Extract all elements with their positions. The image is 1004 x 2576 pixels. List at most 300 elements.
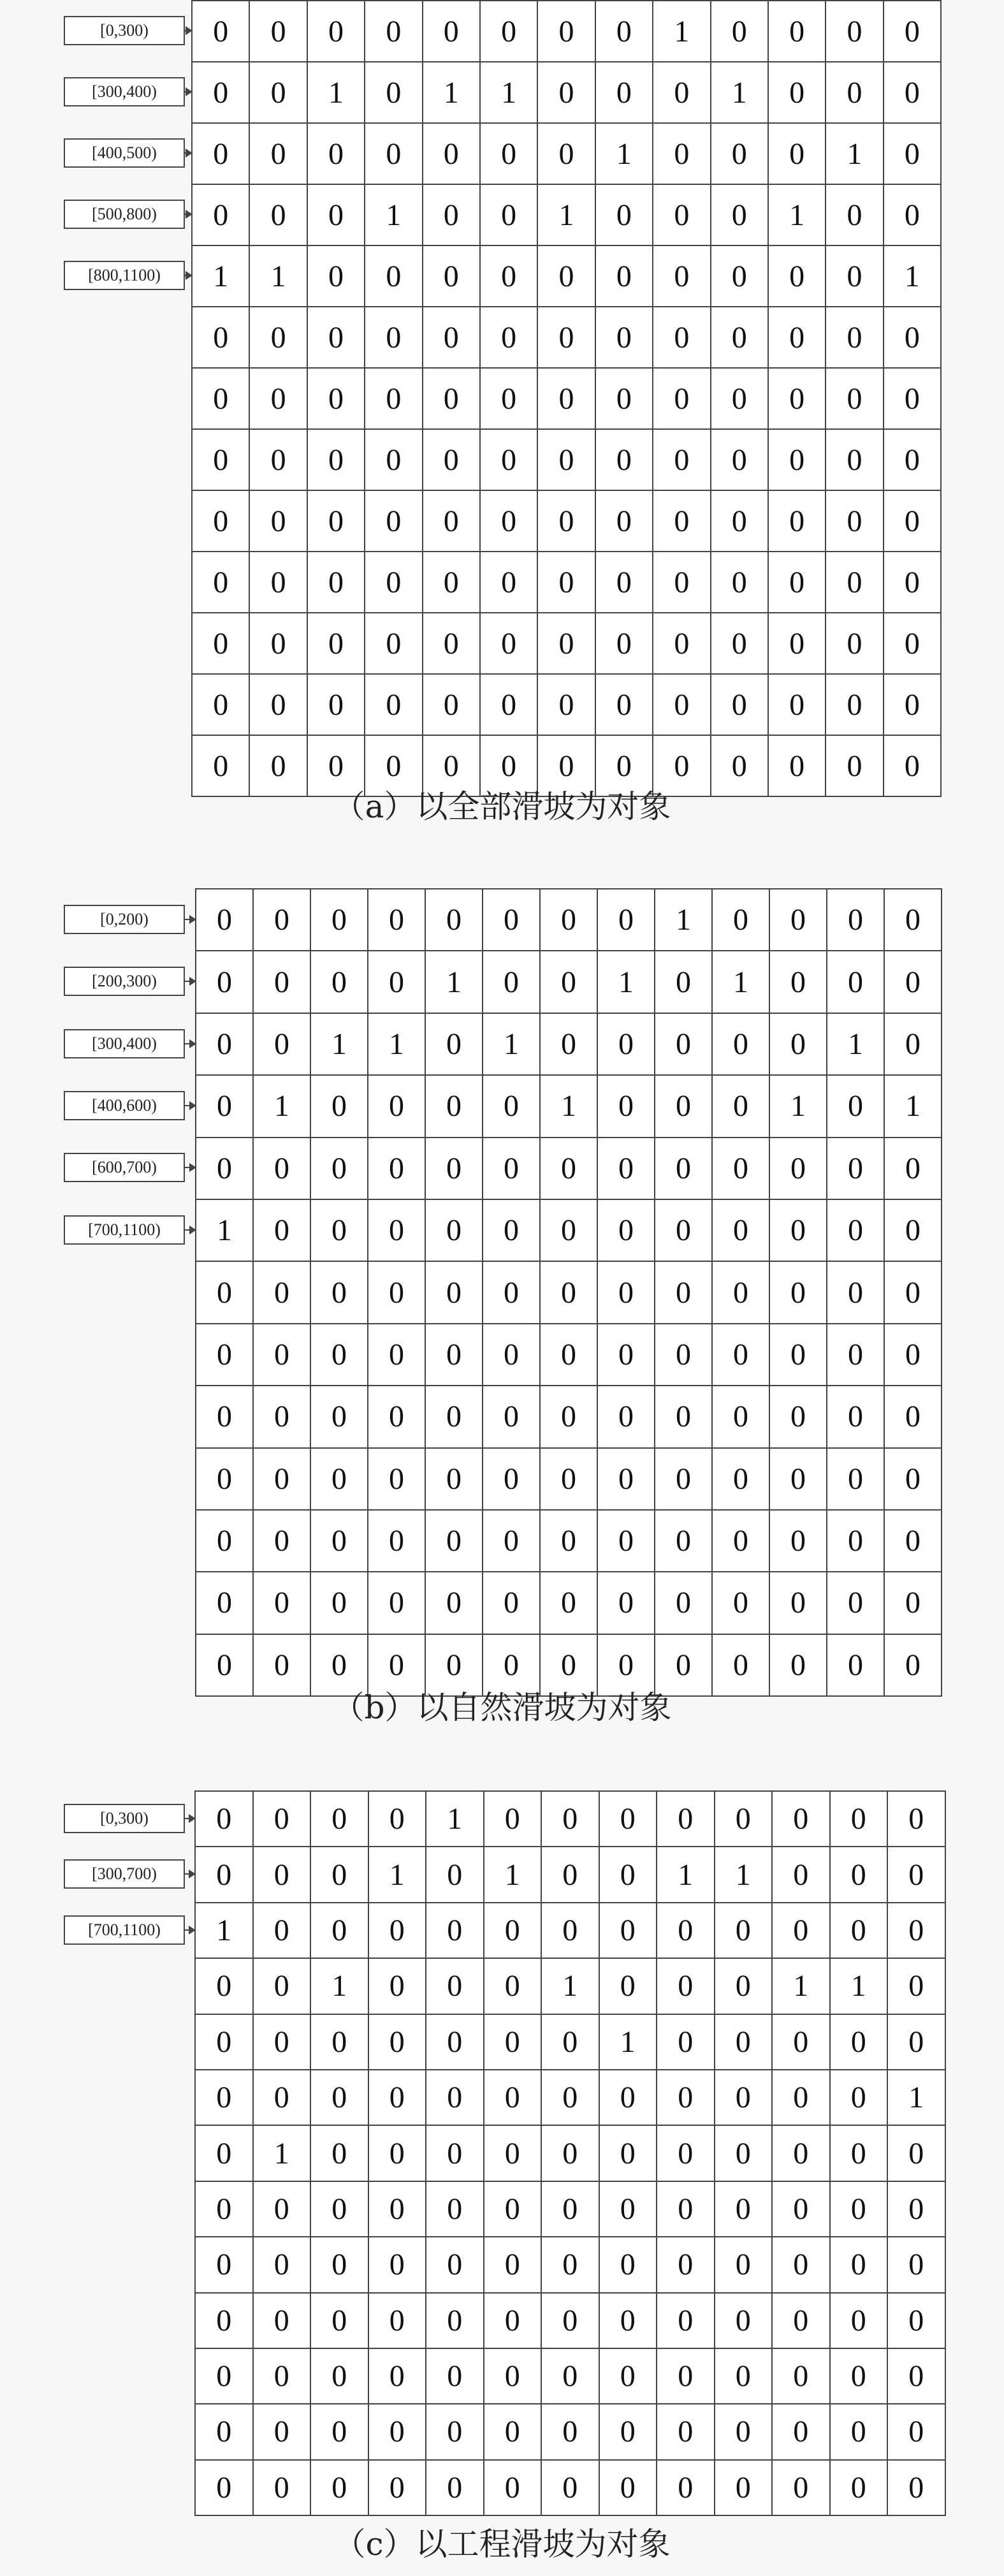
matrix-cell: 0 [653, 613, 710, 674]
matrix-cell: 1 [310, 1013, 368, 1075]
matrix-cell: 0 [884, 889, 942, 951]
matrix-cell: 0 [884, 429, 941, 490]
matrix-cell: 0 [768, 552, 826, 613]
matrix-cell: 0 [597, 1261, 655, 1323]
matrix-cell: 0 [365, 490, 422, 552]
matrix-cell: 0 [368, 1324, 425, 1386]
matrix-cell: 0 [425, 1013, 483, 1075]
matrix-cell: 0 [195, 1958, 253, 2014]
matrix-cell: 0 [365, 62, 422, 123]
matrix-cell: 0 [657, 2125, 715, 2181]
matrix-cell: 0 [599, 1903, 657, 1958]
matrix-cell: 0 [830, 2181, 888, 2237]
matrix-cell: 0 [365, 735, 422, 796]
matrix-cell: 0 [653, 368, 710, 429]
matrix-cell: 0 [657, 1903, 715, 1958]
matrix-cell: 0 [192, 307, 249, 368]
matrix-cell: 0 [711, 184, 768, 245]
matrix-cell: 0 [657, 2237, 715, 2292]
matrix-cell: 0 [595, 368, 653, 429]
matrix-cell: 0 [196, 1634, 253, 1696]
matrix-row [196, 1386, 942, 1447]
matrix-cell: 0 [595, 735, 653, 796]
matrix-cell: 0 [192, 123, 249, 184]
matrix-cell: 0 [597, 1448, 655, 1510]
matrix-cell: 0 [887, 2237, 945, 2292]
matrix-cell: 0 [195, 2348, 253, 2404]
matrix-cell: 1 [310, 1958, 368, 2014]
matrix-cell: 1 [483, 1013, 540, 1075]
matrix-grid [191, 0, 942, 797]
matrix-cell: 0 [655, 1013, 712, 1075]
range-label: [300,400) [64, 77, 185, 106]
matrix-cell: 1 [715, 1847, 773, 1902]
matrix-cell: 0 [368, 1958, 426, 2014]
matrix-cell: 0 [830, 1903, 888, 1958]
matrix-cell: 0 [484, 2070, 542, 2125]
matrix-cell: 0 [368, 2348, 426, 2404]
matrix-cell: 0 [425, 1634, 483, 1696]
matrix-cell: 0 [540, 1324, 597, 1386]
matrix-cell: 0 [595, 613, 653, 674]
matrix-cell: 0 [192, 62, 249, 123]
matrix-cell: 0 [425, 1572, 483, 1634]
matrix-cell: 1 [192, 245, 249, 307]
matrix-cell: 0 [653, 552, 710, 613]
matrix-cell: 0 [425, 889, 483, 951]
matrix-cell: 0 [826, 184, 883, 245]
matrix-cell: 0 [884, 613, 941, 674]
matrix-cell: 0 [365, 245, 422, 307]
matrix-cell: 0 [483, 1572, 540, 1634]
matrix-cell: 0 [769, 951, 827, 1013]
matrix-cell: 0 [827, 1448, 884, 1510]
matrix-cell: 0 [827, 1075, 884, 1137]
range-label: [0,300) [64, 16, 185, 45]
matrix-cell: 0 [826, 613, 883, 674]
matrix-cell: 0 [826, 245, 883, 307]
matrix-cell: 0 [195, 2404, 253, 2459]
matrix-cell: 0 [597, 1075, 655, 1137]
matrix-cell: 0 [712, 1572, 769, 1634]
matrix-row [192, 368, 941, 429]
matrix-cell: 0 [249, 490, 307, 552]
matrix-row [192, 674, 941, 735]
matrix-cell: 0 [887, 1791, 945, 1847]
arrow-icon [185, 152, 190, 154]
matrix-cell: 0 [599, 1847, 657, 1902]
matrix-cell: 0 [196, 1448, 253, 1510]
matrix-cell: 0 [192, 613, 249, 674]
matrix-cell: 0 [768, 429, 826, 490]
matrix-cell: 0 [483, 1634, 540, 1696]
matrix-cell: 1 [540, 1075, 597, 1137]
matrix-cell: 0 [827, 1386, 884, 1447]
matrix-cell: 0 [541, 2014, 599, 2070]
matrix-cell: 0 [884, 552, 941, 613]
matrix-cell: 0 [249, 429, 307, 490]
matrix-cell: 1 [484, 1847, 542, 1902]
matrix-cell: 1 [769, 1075, 827, 1137]
matrix-cell: 0 [715, 2070, 773, 2125]
matrix-cell: 0 [884, 1, 941, 62]
matrix-row [196, 889, 942, 951]
matrix-cell: 0 [884, 1013, 942, 1075]
matrix-cell: 0 [655, 1448, 712, 1510]
matrix-cell: 0 [541, 2237, 599, 2292]
matrix-cell: 0 [310, 1138, 368, 1199]
matrix-cell: 1 [253, 1075, 310, 1137]
matrix-cell: 0 [423, 307, 480, 368]
matrix-cell: 0 [423, 1, 480, 62]
matrix-cell: 0 [480, 368, 537, 429]
matrix-cell: 0 [480, 1, 537, 62]
matrix-cell: 0 [712, 1510, 769, 1572]
matrix-cell: 0 [827, 889, 884, 951]
matrix-cell: 1 [196, 1199, 253, 1261]
matrix-cell: 0 [480, 184, 537, 245]
matrix-cell: 0 [196, 1324, 253, 1386]
matrix-cell: 0 [597, 1138, 655, 1199]
matrix-cell: 0 [768, 490, 826, 552]
matrix-cell: 0 [827, 1138, 884, 1199]
matrix-cell: 0 [887, 1903, 945, 1958]
matrix-cell: 0 [192, 1, 249, 62]
matrix-cell: 0 [826, 1, 883, 62]
matrix-cell: 0 [249, 368, 307, 429]
matrix-cell: 0 [253, 2070, 311, 2125]
matrix-cell: 0 [253, 2348, 311, 2404]
matrix-cell: 0 [480, 245, 537, 307]
arrow-icon [185, 275, 190, 276]
matrix-cell: 0 [310, 1634, 368, 1696]
matrix-cell: 0 [655, 1075, 712, 1137]
matrix-cell: 0 [196, 1138, 253, 1199]
matrix-cell: 0 [253, 1510, 310, 1572]
matrix-row [195, 2014, 945, 2070]
matrix-cell: 0 [365, 429, 422, 490]
matrix-cell: 0 [657, 2404, 715, 2459]
matrix-cell: 0 [711, 429, 768, 490]
matrix-cell: 0 [653, 184, 710, 245]
matrix-cell: 0 [772, 2293, 830, 2348]
matrix-cell: 0 [195, 1847, 253, 1902]
matrix-cell: 0 [653, 123, 710, 184]
matrix-cell: 0 [887, 2181, 945, 2237]
matrix-cell: 0 [484, 2014, 542, 2070]
matrix-cell: 0 [310, 2014, 368, 2070]
arrow-icon [185, 91, 190, 92]
matrix-cell: 0 [426, 1903, 484, 1958]
matrix-cell: 0 [365, 1, 422, 62]
matrix-cell: 0 [195, 1791, 253, 1847]
matrix-cell: 0 [192, 184, 249, 245]
matrix-cell: 0 [192, 490, 249, 552]
matrix-cell: 0 [597, 889, 655, 951]
matrix-cell: 0 [253, 1903, 311, 1958]
range-label: [400,600) [64, 1091, 185, 1120]
matrix-cell: 0 [715, 1791, 773, 1847]
matrix-cell: 0 [307, 490, 365, 552]
range-label: [0,300) [64, 1804, 185, 1833]
matrix-cell: 0 [365, 368, 422, 429]
matrix-cell: 0 [310, 1448, 368, 1510]
matrix-row [196, 1448, 942, 1510]
matrix-cell: 0 [884, 1386, 942, 1447]
matrix-cell: 0 [253, 1958, 311, 2014]
matrix-cell: 0 [253, 2237, 311, 2292]
matrix-cell: 0 [884, 184, 941, 245]
matrix-cell: 0 [483, 1510, 540, 1572]
matrix-cell: 1 [653, 1, 710, 62]
matrix-cell: 0 [425, 1324, 483, 1386]
matrix-row [195, 1903, 945, 1958]
range-label: [500,800) [64, 200, 185, 229]
matrix-cell: 0 [196, 1013, 253, 1075]
matrix-cell: 0 [310, 951, 368, 1013]
matrix-cell: 0 [368, 2460, 426, 2515]
matrix-cell: 0 [368, 1903, 426, 1958]
matrix-cell: 0 [712, 1634, 769, 1696]
matrix-cell: 0 [884, 1572, 942, 1634]
matrix-cell: 0 [196, 1510, 253, 1572]
matrix-row [195, 2460, 945, 2515]
matrix-cell: 1 [884, 1075, 942, 1137]
matrix-cell: 0 [830, 2125, 888, 2181]
matrix-cell: 0 [484, 2293, 542, 2348]
matrix-cell: 0 [368, 1634, 425, 1696]
matrix-row [195, 2293, 945, 2348]
matrix-cell: 0 [830, 2014, 888, 2070]
matrix-cell: 0 [426, 2460, 484, 2515]
matrix-cell: 0 [884, 123, 941, 184]
matrix-cell: 1 [368, 1847, 426, 1902]
matrix-cell: 0 [426, 1958, 484, 2014]
matrix-cell: 0 [657, 2460, 715, 2515]
matrix-cell: 0 [599, 2181, 657, 2237]
matrix-cell: 0 [768, 245, 826, 307]
matrix-cell: 0 [249, 613, 307, 674]
matrix-cell: 0 [423, 184, 480, 245]
matrix-cell: 1 [426, 1791, 484, 1847]
matrix-cell: 0 [657, 2181, 715, 2237]
matrix-cell: 0 [772, 1847, 830, 1902]
matrix-cell: 0 [595, 184, 653, 245]
matrix-cell: 0 [715, 2125, 773, 2181]
matrix-cell: 0 [595, 307, 653, 368]
matrix-cell: 0 [423, 674, 480, 735]
matrix-row [192, 552, 941, 613]
matrix-cell: 0 [310, 2460, 368, 2515]
matrix-row [192, 1, 941, 62]
matrix-cell: 0 [884, 1261, 942, 1323]
matrix-cell: 0 [192, 552, 249, 613]
matrix-cell: 0 [537, 552, 595, 613]
matrix-cell: 0 [483, 1386, 540, 1447]
matrix-cell: 0 [712, 1448, 769, 1510]
arrow-icon [185, 1818, 193, 1819]
range-label: [800,1100) [64, 261, 185, 290]
matrix-cell: 0 [657, 1791, 715, 1847]
matrix-cell: 0 [657, 2348, 715, 2404]
matrix-cell: 0 [653, 307, 710, 368]
matrix-cell: 0 [599, 2237, 657, 2292]
panel-c [0, 1790, 1004, 2576]
matrix-row [195, 2125, 945, 2181]
matrix-cell: 0 [887, 2404, 945, 2459]
matrix-cell: 0 [423, 368, 480, 429]
matrix-cell: 0 [772, 2404, 830, 2459]
matrix-cell: 0 [715, 2460, 773, 2515]
matrix-cell: 0 [768, 62, 826, 123]
matrix-row [196, 1324, 942, 1386]
matrix-row [192, 490, 941, 552]
matrix-cell: 0 [195, 2181, 253, 2237]
matrix-cell: 0 [307, 368, 365, 429]
matrix-cell: 0 [480, 123, 537, 184]
matrix-cell: 0 [249, 1, 307, 62]
matrix-cell: 0 [653, 62, 710, 123]
matrix-cell: 0 [772, 2460, 830, 2515]
matrix-cell: 0 [541, 2460, 599, 2515]
matrix-cell: 0 [368, 1510, 425, 1572]
matrix-cell: 0 [597, 1386, 655, 1447]
matrix-cell: 0 [423, 552, 480, 613]
matrix-cell: 0 [483, 1448, 540, 1510]
matrix-cell: 1 [597, 951, 655, 1013]
matrix-cell: 0 [884, 1510, 942, 1572]
matrix-cell: 0 [310, 1572, 368, 1634]
matrix-row [195, 1958, 945, 2014]
panel-caption: （a）以全部滑坡为对象 [333, 788, 671, 825]
matrix-cell: 0 [884, 490, 941, 552]
matrix-cell: 0 [597, 1510, 655, 1572]
arrow-icon [185, 919, 194, 920]
matrix-cell: 0 [711, 123, 768, 184]
matrix-cell: 0 [541, 2181, 599, 2237]
range-label: [0,200) [64, 905, 185, 934]
matrix-cell: 0 [253, 1791, 311, 1847]
matrix-cell: 0 [483, 1261, 540, 1323]
matrix-cell: 0 [541, 1791, 599, 1847]
matrix-cell: 0 [483, 1138, 540, 1199]
matrix-cell: 0 [537, 613, 595, 674]
matrix-cell: 0 [711, 552, 768, 613]
matrix-cell: 0 [653, 735, 710, 796]
matrix-cell: 0 [365, 613, 422, 674]
matrix-cell: 0 [715, 1903, 773, 1958]
matrix-cell: 0 [307, 307, 365, 368]
matrix-cell: 0 [310, 2348, 368, 2404]
matrix-row [195, 2404, 945, 2459]
matrix-cell: 0 [423, 613, 480, 674]
matrix-cell: 0 [426, 2070, 484, 2125]
matrix-cell: 0 [772, 2125, 830, 2181]
matrix-cell: 0 [772, 2014, 830, 2070]
matrix-cell: 0 [769, 1572, 827, 1634]
matrix-cell: 0 [887, 2460, 945, 2515]
matrix-cell: 0 [426, 2014, 484, 2070]
matrix-cell: 1 [480, 62, 537, 123]
matrix-cell: 0 [253, 1138, 310, 1199]
matrix-cell: 0 [480, 613, 537, 674]
matrix-row [192, 613, 941, 674]
matrix-cell: 0 [772, 1791, 830, 1847]
matrix-cell: 0 [195, 2014, 253, 2070]
matrix-cell: 0 [368, 2404, 426, 2459]
matrix-cell: 0 [480, 429, 537, 490]
matrix-cell: 0 [368, 1075, 425, 1137]
matrix-cell: 0 [769, 1448, 827, 1510]
matrix-cell: 0 [826, 307, 883, 368]
matrix-cell: 0 [253, 2404, 311, 2459]
matrix-cell: 0 [541, 2125, 599, 2181]
matrix-cell: 0 [769, 1013, 827, 1075]
matrix-cell: 1 [249, 245, 307, 307]
matrix-cell: 1 [711, 62, 768, 123]
matrix-cell: 0 [537, 62, 595, 123]
matrix-cell: 0 [599, 2460, 657, 2515]
matrix-cell: 0 [249, 735, 307, 796]
matrix-cell: 0 [540, 1448, 597, 1510]
matrix-cell: 0 [655, 1261, 712, 1323]
matrix-cell: 0 [307, 184, 365, 245]
matrix-row [195, 2237, 945, 2292]
matrix-cell: 0 [423, 245, 480, 307]
matrix-cell: 0 [595, 490, 653, 552]
matrix-cell: 0 [249, 62, 307, 123]
matrix-cell: 0 [423, 429, 480, 490]
matrix-cell: 0 [484, 2125, 542, 2181]
matrix-cell: 1 [253, 2125, 311, 2181]
matrix-cell: 0 [195, 2460, 253, 2515]
matrix-cell: 0 [192, 674, 249, 735]
matrix-cell: 0 [597, 1199, 655, 1261]
matrix-cell: 0 [830, 1791, 888, 1847]
arrow-icon [185, 30, 190, 31]
matrix-cell: 0 [249, 674, 307, 735]
matrix-cell: 1 [541, 1958, 599, 2014]
matrix-cell: 0 [768, 307, 826, 368]
matrix-cell: 0 [368, 1448, 425, 1510]
matrix-cell: 0 [195, 2125, 253, 2181]
matrix-cell: 0 [307, 613, 365, 674]
matrix-cell: 0 [884, 1138, 942, 1199]
matrix-cell: 0 [597, 1013, 655, 1075]
matrix-cell: 0 [772, 2181, 830, 2237]
matrix-cell: 0 [597, 1572, 655, 1634]
matrix-cell: 0 [655, 1634, 712, 1696]
matrix-cell: 0 [769, 1634, 827, 1696]
matrix-cell: 0 [310, 1386, 368, 1447]
matrix-cell: 0 [540, 1634, 597, 1696]
matrix-cell: 0 [483, 951, 540, 1013]
matrix-cell: 0 [483, 1075, 540, 1137]
matrix-row [196, 1572, 942, 1634]
matrix-row [192, 307, 941, 368]
matrix-cell: 0 [365, 123, 422, 184]
matrix-cell: 0 [830, 2348, 888, 2404]
matrix-cell: 0 [484, 1791, 542, 1847]
matrix-cell: 0 [712, 1261, 769, 1323]
matrix-cell: 0 [826, 429, 883, 490]
matrix-cell: 0 [310, 2125, 368, 2181]
matrix-cell: 0 [540, 1138, 597, 1199]
matrix-cell: 0 [480, 674, 537, 735]
matrix-cell: 0 [253, 1199, 310, 1261]
matrix-cell: 0 [249, 123, 307, 184]
matrix-cell: 0 [423, 735, 480, 796]
